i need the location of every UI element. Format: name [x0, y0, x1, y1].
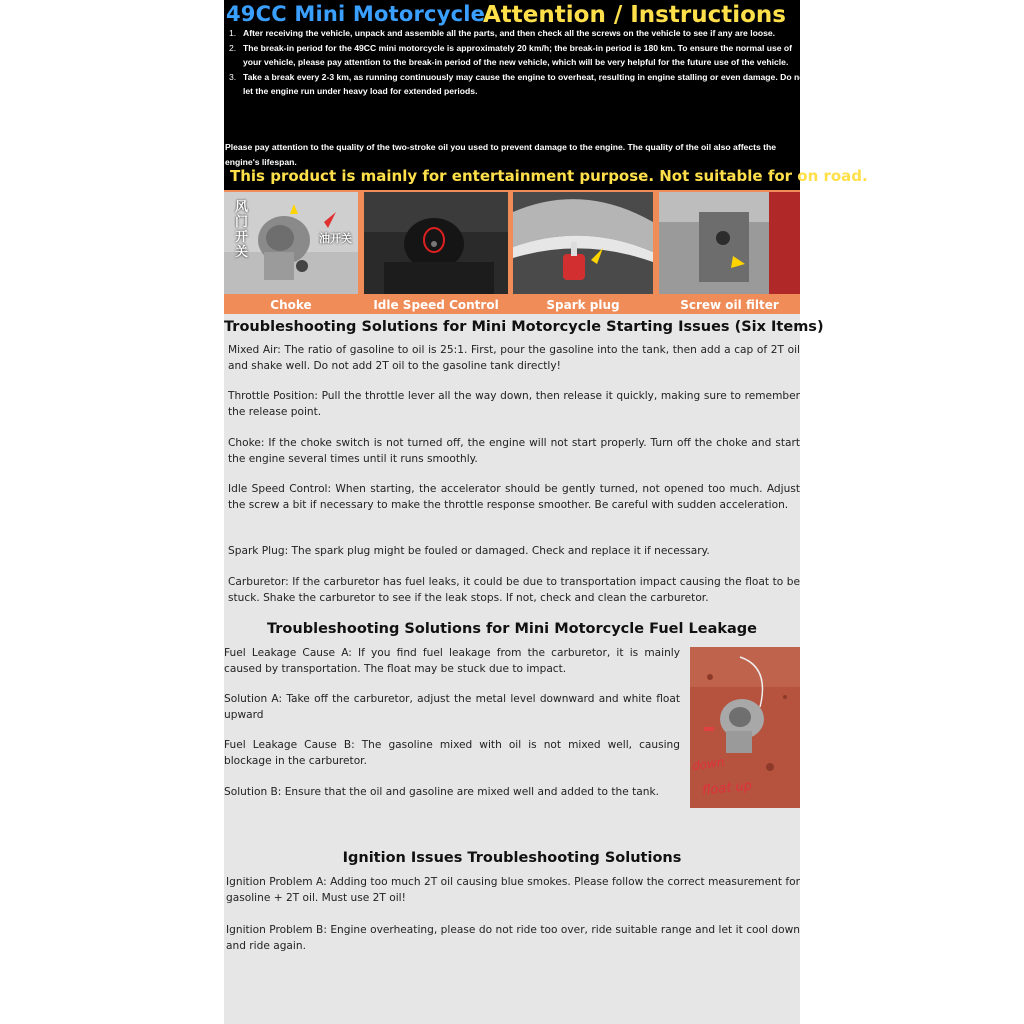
entertainment-disclaimer: This product is mainly for entertainment purpose. Not suitable for on road.	[230, 167, 868, 185]
choke-cn-label: 风门开关	[235, 200, 249, 260]
instruction-number: 3.	[229, 71, 237, 82]
tip-throttle-position: Throttle Position: Pull the throttle lever all the way down, then release it quickly, making sure to remember the release point.	[228, 390, 800, 418]
oil-quality-note: Please pay attention to the quality of the two-stroke oil you used to prevent damage to the engine. The quality of the oil also affects the engine's lifespan.	[225, 142, 777, 167]
caption-spark-plug: Spark plug	[546, 298, 620, 312]
attention-header	[224, 0, 868, 190]
tip-choke: Choke: If the choke switch is not turned off, the engine will not start properly. Turn off the choke and start the engine several times until it runs smoothly.	[228, 437, 800, 465]
product-title: 49CC Mini Motorcycle	[226, 2, 486, 26]
instruction-text: Take a break every 2-3 km, as running continuously may cause the engine to overheat, resulting in engine stalling or even damage. Do not let the engine run under heavy load for extended periods.	[243, 71, 808, 96]
caption-choke: Choke	[270, 298, 312, 312]
idle-speed-photo	[364, 192, 508, 294]
ignition-problem-b: Ignition Problem B: Engine overheating, please do not ride too over, ride suitable range and let it cool down and ride again.	[226, 924, 800, 952]
tip-spark-plug: Spark Plug: The spark plug might be fouled or damaged. Check and replace it if necessary.	[228, 545, 710, 557]
annotation-down: down	[691, 754, 726, 774]
tip-carburetor: Carburetor: If the carburetor has fuel leaks, it could be due to transportation impact causing the float to be stuck. Shake the carburetor to see if the leak stops. If not, check and clean the carburetor.	[228, 576, 800, 604]
oil-filter-photo	[659, 192, 800, 294]
instruction-sheet	[224, 0, 868, 1024]
instruction-list	[226, 26, 812, 99]
carburetor-photo	[690, 647, 800, 808]
instruction-text: The break-in period for the 49CC mini motorcycle is approximately 20 km/h; the break-in period is 180 km. To ensure the normal use of your vehicle, please pay attention to the break-in period of the new vehicle, which will be very helpful for the future use of the vehicle.	[243, 42, 793, 67]
ignition-issues-title: Ignition Issues Troubleshooting Solutions	[342, 850, 682, 866]
instruction-item	[229, 41, 812, 70]
choke-photo	[224, 192, 358, 294]
spark-plug-photo	[513, 192, 653, 294]
caption-oil-filter: Screw oil filter	[680, 298, 779, 312]
parts-photo-strip	[224, 190, 800, 314]
solution-b: Solution B: Ensure that the oil and gasoline are mixed well and added to the tank.	[224, 786, 659, 798]
fuel-leakage-title: Troubleshooting Solutions for Mini Motorcycle Fuel Leakage	[266, 621, 757, 637]
instruction-number: 1.	[229, 28, 237, 38]
instruction-item	[229, 70, 812, 99]
attention-title: Attention / Instructions	[483, 2, 786, 28]
fuel-switch-cn-label: 油开关	[319, 232, 352, 245]
annotation-float-up: float up	[701, 778, 753, 799]
tip-mixed-air: Mixed Air: The ratio of gasoline to oil is 25:1. First, pour the gasoline into the tank, then add a cap of 2T oil and shake well. Do not add 2T oil to the gasoline tank directly!	[228, 344, 800, 372]
solution-a: Solution A: Take off the carburetor, adjust the metal level downward and white float upward	[224, 693, 680, 721]
caption-idle-speed: Idle Speed Control	[373, 298, 499, 312]
starting-issues-title: Troubleshooting Solutions for Mini Motorcycle Starting Issues (Six Items)	[224, 319, 824, 335]
ignition-problem-a: Ignition Problem A: Adding too much 2T oil causing blue smokes. Please follow the correct measurement for gasoline + 2T oil. Must use 2T oil!	[226, 876, 800, 904]
instruction-item	[229, 26, 812, 41]
leakage-cause-a: Fuel Leakage Cause A: If you find fuel leakage from the carburetor, it is mainly caused by transportation. The float may be stuck due to impact.	[224, 647, 680, 675]
instruction-number: 2.	[229, 42, 237, 53]
instruction-text: After receiving the vehicle, unpack and assemble all the parts, and then check all the screws on the vehicle to see if any are loose.	[243, 28, 776, 38]
leakage-cause-b: Fuel Leakage Cause B: The gasoline mixed with oil is not mixed well, causing blockage in the carburetor.	[224, 739, 680, 767]
tip-idle-speed: Idle Speed Control: When starting, the accelerator should be gently turned, not opened too much. Adjust the screw a bit if necessary to make the throttle response smoother. Be careful with sudden acceleration.	[228, 483, 800, 511]
